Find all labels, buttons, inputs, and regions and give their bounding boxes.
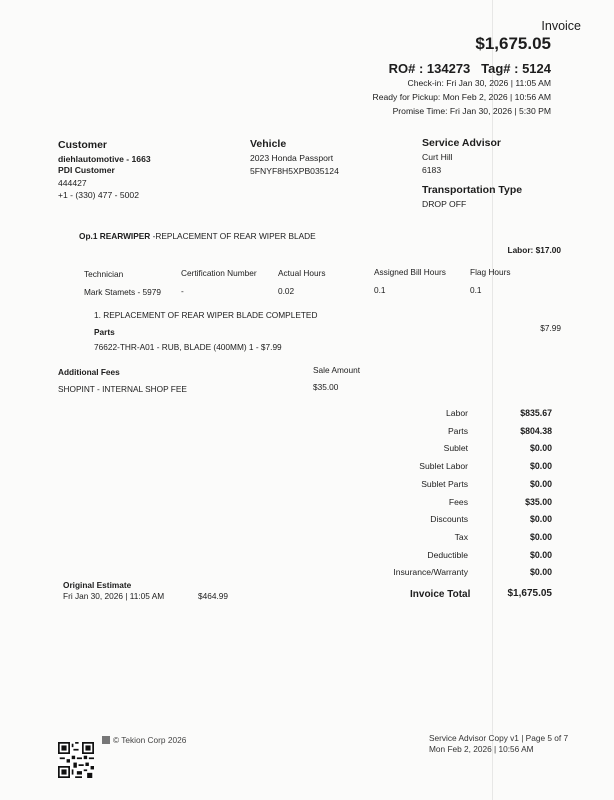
tekion-logo-icon <box>102 736 110 744</box>
totals-value: $835.67 <box>520 408 552 418</box>
totals-label: Sublet Parts <box>421 478 468 489</box>
operation-line <box>79 231 316 241</box>
operation-description: -REPLACEMENT OF REAR WIPER BLADE <box>150 231 316 241</box>
tech-row-cert: - <box>181 286 184 296</box>
parts-total: $7.99 <box>540 323 561 333</box>
estimate-amount: $464.99 <box>198 591 228 601</box>
invoice-total-header: $1,675.05 <box>475 34 551 53</box>
customer-type: PDI Customer <box>58 165 115 175</box>
footer-copy-info: Service Advisor Copy v1 | Page 5 of 7 <box>429 733 569 743</box>
vehicle-title: Vehicle <box>250 138 287 150</box>
vehicle-model: 2023 Honda Passport <box>250 153 334 163</box>
transportation-type-title: Transportation Type <box>422 184 523 196</box>
totals-value: $804.38 <box>520 425 552 436</box>
estimate-date: Fri Jan 30, 2026 | 11:05 AM <box>63 591 165 601</box>
tech-row-technician: Mark Stamets - 5979 <box>84 287 162 297</box>
totals-value: $35.00 <box>525 496 552 507</box>
totals-label: Sublet <box>443 443 468 454</box>
totals-value: $0.00 <box>529 443 552 454</box>
totals-value: $0.00 <box>529 567 552 578</box>
tag-number: Tag# : 5124 <box>481 61 551 76</box>
part-line: 76622-THR-A01 - RUB, BLADE (400MM) 1 - $7.99 <box>94 342 282 352</box>
totals-label: Parts <box>447 425 468 436</box>
totals-label: Discounts <box>430 514 468 525</box>
operation-note: 1. REPLACEMENT OF REAR WIPER BLADE COMPLETED <box>94 310 318 320</box>
service-advisor-id: 6183 <box>422 165 442 175</box>
ro-number: RO# : 134273 <box>388 61 471 76</box>
tech-header-technician: Technician <box>84 269 124 279</box>
totals-label: Insurance/Warranty <box>393 567 468 578</box>
operation-code: Op.1 REARWIPER <box>79 231 151 241</box>
transportation-type-value: DROP OFF <box>422 199 467 209</box>
totals-label: Fees <box>448 496 468 507</box>
parts-title: Parts <box>94 327 115 337</box>
tech-row-flag: 0.1 <box>470 285 482 295</box>
tech-header-assigned: Assigned Bill Hours <box>374 267 446 277</box>
service-advisor-title: Service Advisor <box>422 137 501 149</box>
totals-value: $0.00 <box>529 461 552 472</box>
service-advisor-name: Curt Hill <box>422 152 453 162</box>
tech-header-flag: Flag Hours <box>470 267 511 277</box>
totals-label: Labor <box>446 408 468 418</box>
totals-label: Sublet Labor <box>419 461 468 472</box>
customer-id: 444427 <box>58 178 87 188</box>
checkin-time: Check-in: Fri Jan 30, 2026 | 11:05 AM <box>407 78 551 88</box>
totals-value: $0.00 <box>529 514 552 525</box>
scan-artifact-line <box>492 0 493 800</box>
totals-label: Tax <box>454 531 468 542</box>
ro-tag-line <box>389 61 551 76</box>
footer-copyright: © Tekion Corp 2026 <box>113 735 187 745</box>
additional-fees-title: Additional Fees <box>58 367 120 377</box>
totals-value: $0.00 <box>529 531 552 542</box>
promise-time: Promise Time: Fri Jan 30, 2026 | 5:30 PM <box>392 106 551 116</box>
invoice-total-label: Invoice Total <box>410 589 471 600</box>
totals-value: $0.00 <box>529 549 552 560</box>
ready-for-pickup-time: Ready for Pickup: Mon Feb 2, 2026 | 10:56 AM <box>372 92 551 102</box>
fee-item: SHOPINT - INTERNAL SHOP FEE <box>58 384 187 394</box>
operation-labor: Labor: $17.00 <box>507 245 561 255</box>
totals-value: $0.00 <box>529 478 552 489</box>
sale-amount-title: Sale Amount <box>313 365 361 375</box>
tech-row-assigned: 0.1 <box>374 285 386 295</box>
estimate-title: Original Estimate <box>63 580 132 590</box>
customer-name: diehlautomotive - 1663 <box>58 154 151 164</box>
totals-label: Deductible <box>427 549 468 560</box>
customer-phone: +1 - (330) 477 - 5002 <box>58 190 139 200</box>
tech-header-actual: Actual Hours <box>278 268 326 278</box>
qr-code <box>58 742 94 778</box>
tech-row-actual: 0.02 <box>278 286 295 296</box>
footer-timestamp: Mon Feb 2, 2026 | 10:56 AM <box>429 744 534 754</box>
invoice-total-value: $1,675.05 <box>507 588 552 599</box>
tech-header-cert: Certification Number <box>181 268 257 278</box>
fee-amount: $35.00 <box>313 382 339 392</box>
vehicle-vin: 5FNYF8H5XPB035124 <box>250 166 339 176</box>
customer-title: Customer <box>58 139 108 151</box>
invoice-label: Invoice <box>541 19 581 33</box>
